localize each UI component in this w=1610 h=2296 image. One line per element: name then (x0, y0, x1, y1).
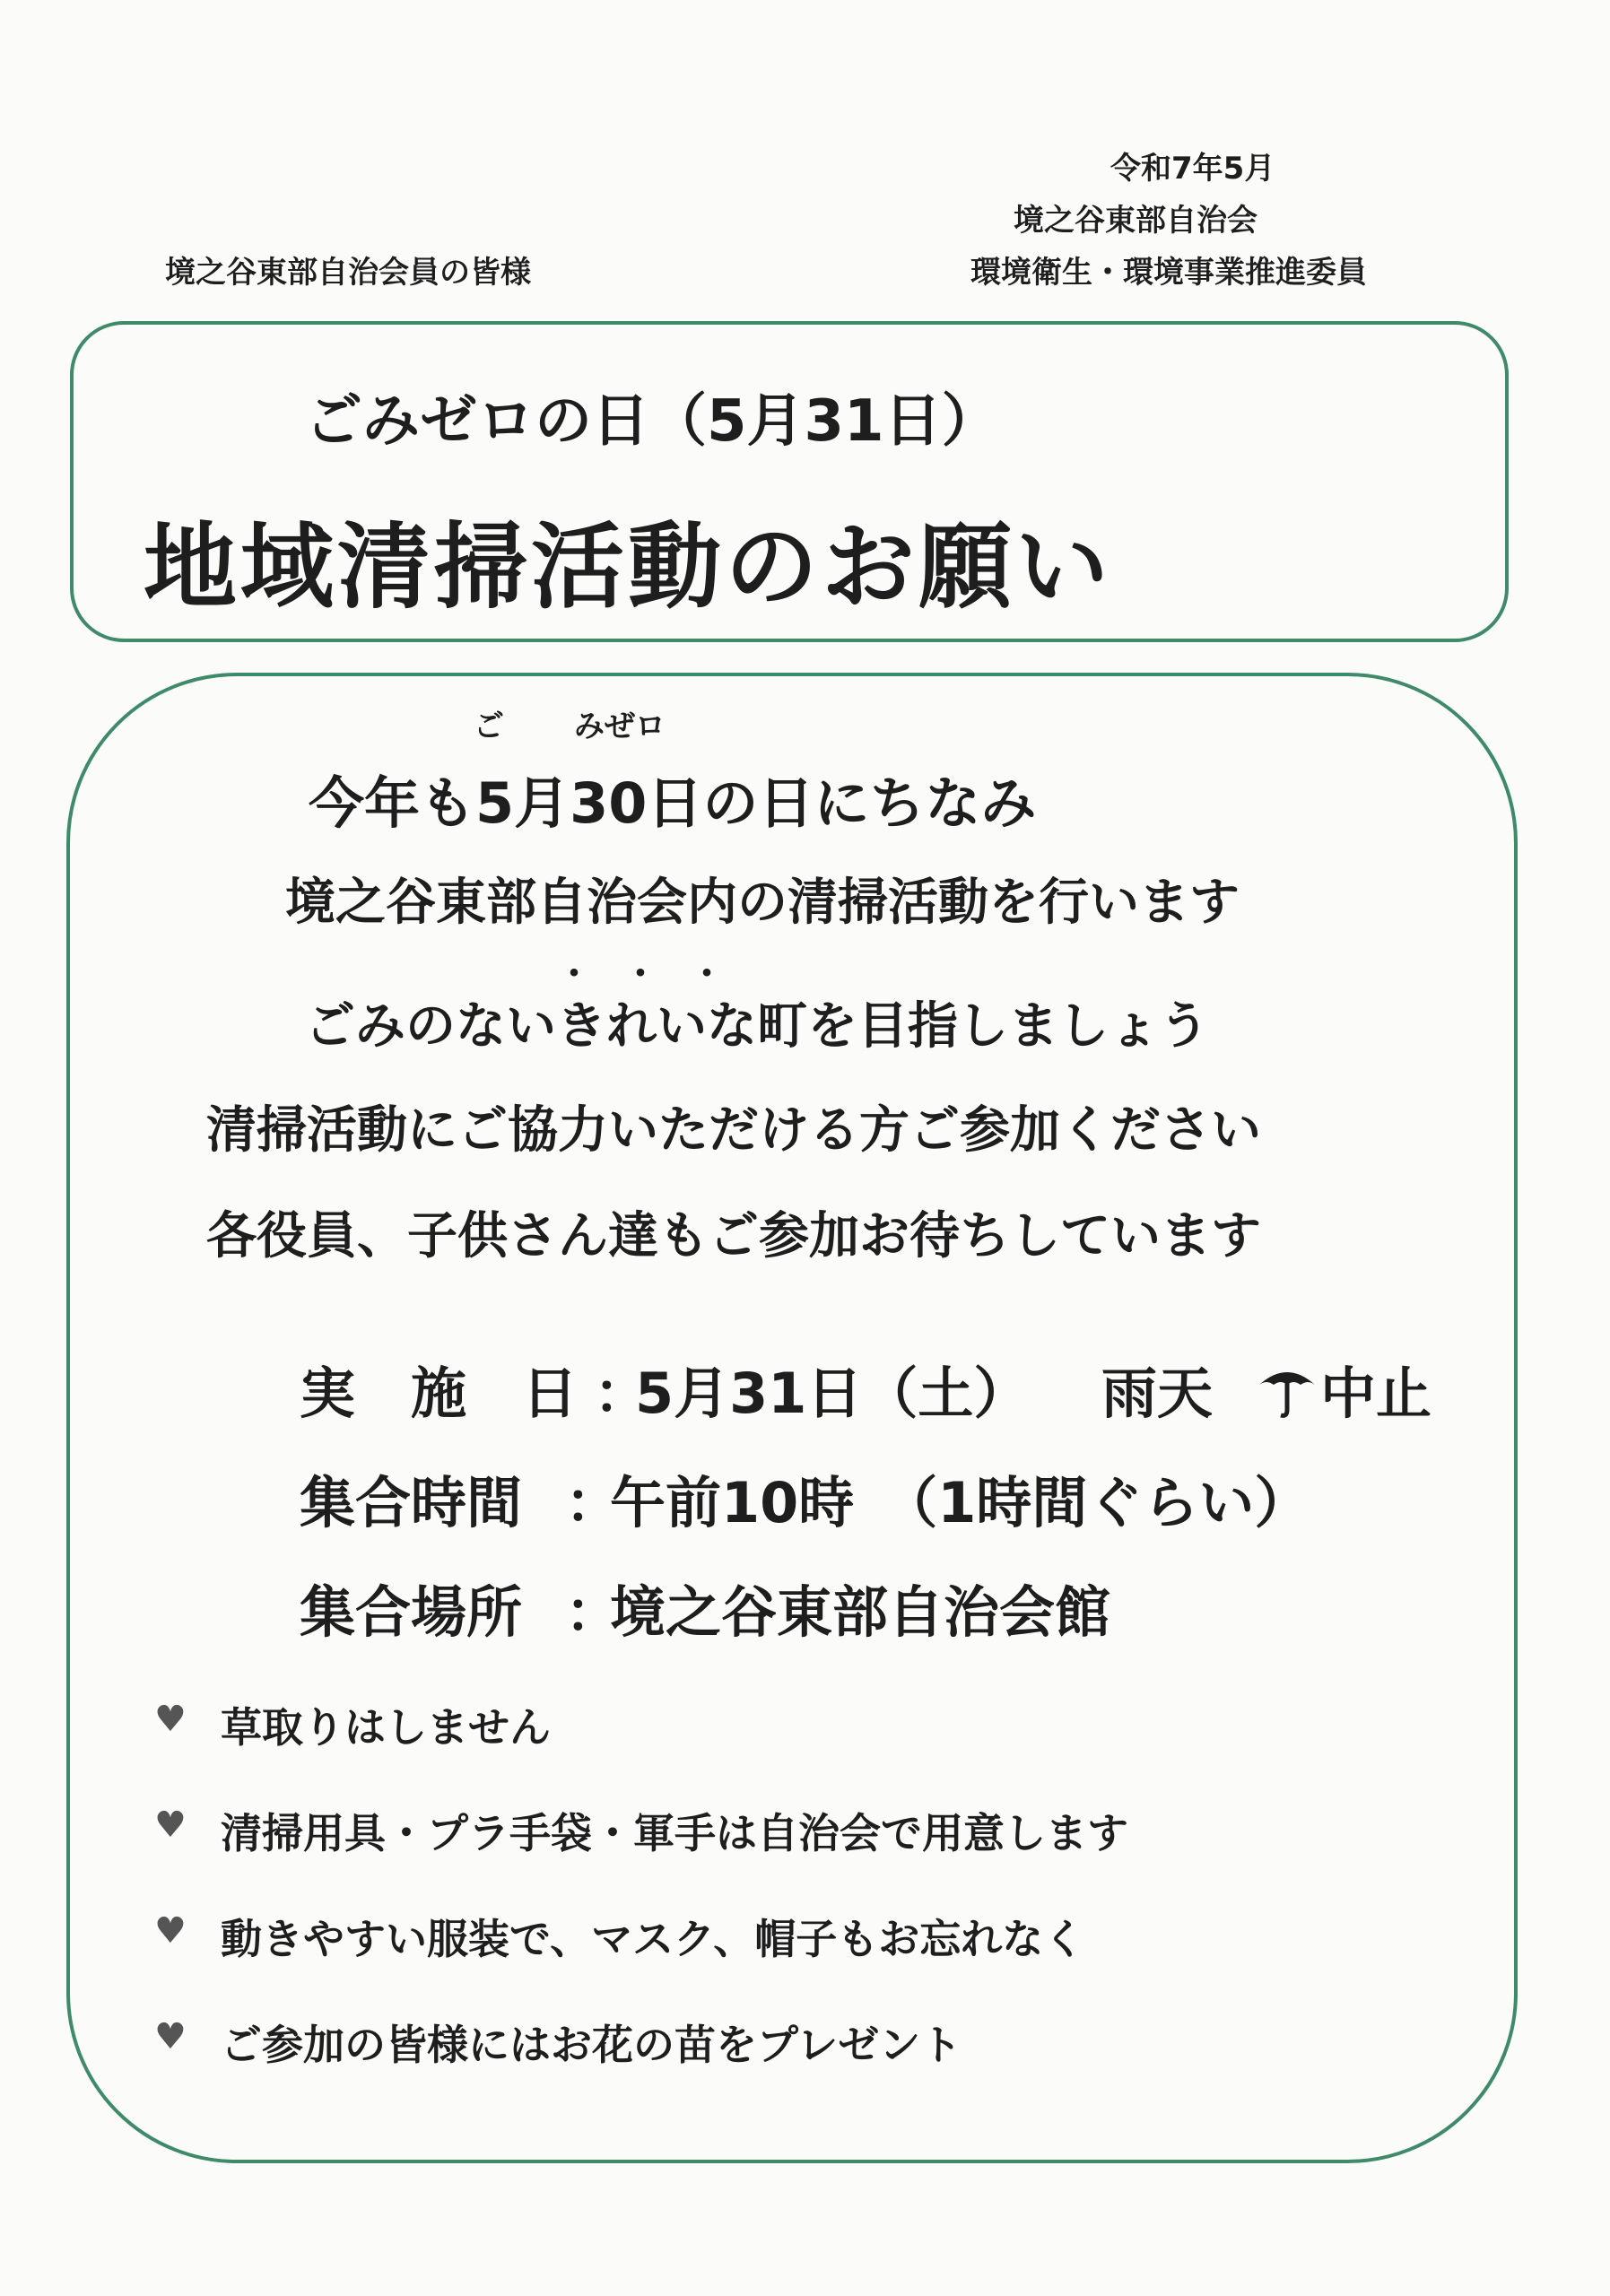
heart-icon: ♥ (154, 1805, 187, 1846)
emphasis-dots: ・・・ (556, 953, 755, 995)
note-item-1: 草取りはしません (221, 1703, 551, 1752)
body-line-5: 各役員、子供さん達もご参加お待ちしています (206, 1207, 1261, 1265)
note-item-4: ご参加の皆様にはお花の苗をプレゼント (221, 2021, 962, 2069)
body-line-1: 今年も5月30日の日にちなみ (309, 770, 1037, 836)
rain-text: 雨天 (1101, 1361, 1214, 1426)
note-item-2: 清掃用具・プラ手袋・軍手は自治会で用意します (221, 1809, 1128, 1857)
organization-name: 境之谷東部自治会 (1014, 203, 1258, 239)
body-line-2: 境之谷東部自治会内の清掃活動を行います (285, 874, 1240, 932)
ruby-mizero: みぜロ (574, 709, 666, 744)
heart-icon: ♥ (154, 1699, 187, 1740)
committee-name: 環境衛生・環境事業推進委員 (970, 255, 1367, 291)
time-value: 午前10時 （1時間ぐらい） (610, 1470, 1310, 1535)
body-line-3: ごみのないきれいな町を目指しましょう (305, 997, 1209, 1056)
date-text: 令和7年5月 (1110, 151, 1275, 187)
note-item-3: 動きやすい服装で、マスク、帽子もお忘れなく (221, 1915, 1085, 1963)
date-colon: ： (594, 1361, 650, 1426)
heart-icon: ♥ (154, 1910, 187, 1952)
place-value: 境之谷東部自治会館 (610, 1579, 1111, 1645)
umbrella-icon (1256, 1358, 1318, 1424)
cancel-text: 中止 (1320, 1361, 1432, 1426)
page-title: 地域清掃活動のお願い (144, 512, 1113, 622)
time-colon: ： (565, 1470, 622, 1535)
addressee-text: 境之谷東部自治会員の皆様 (165, 255, 531, 291)
ruby-go: ご (474, 709, 504, 744)
heart-icon: ♥ (154, 2016, 187, 2057)
date-value: 5月31日（土） (635, 1361, 1030, 1426)
subtitle: ごみゼロの日（5月31日） (305, 388, 999, 455)
date-label: 実 施 日 (300, 1361, 579, 1426)
time-label: 集合時間 (300, 1470, 523, 1535)
place-label: 集合場所 (300, 1579, 523, 1645)
place-colon: ： (565, 1579, 622, 1645)
body-line-4: 清掃活動にご協力いただける方ご参加ください (206, 1101, 1261, 1160)
